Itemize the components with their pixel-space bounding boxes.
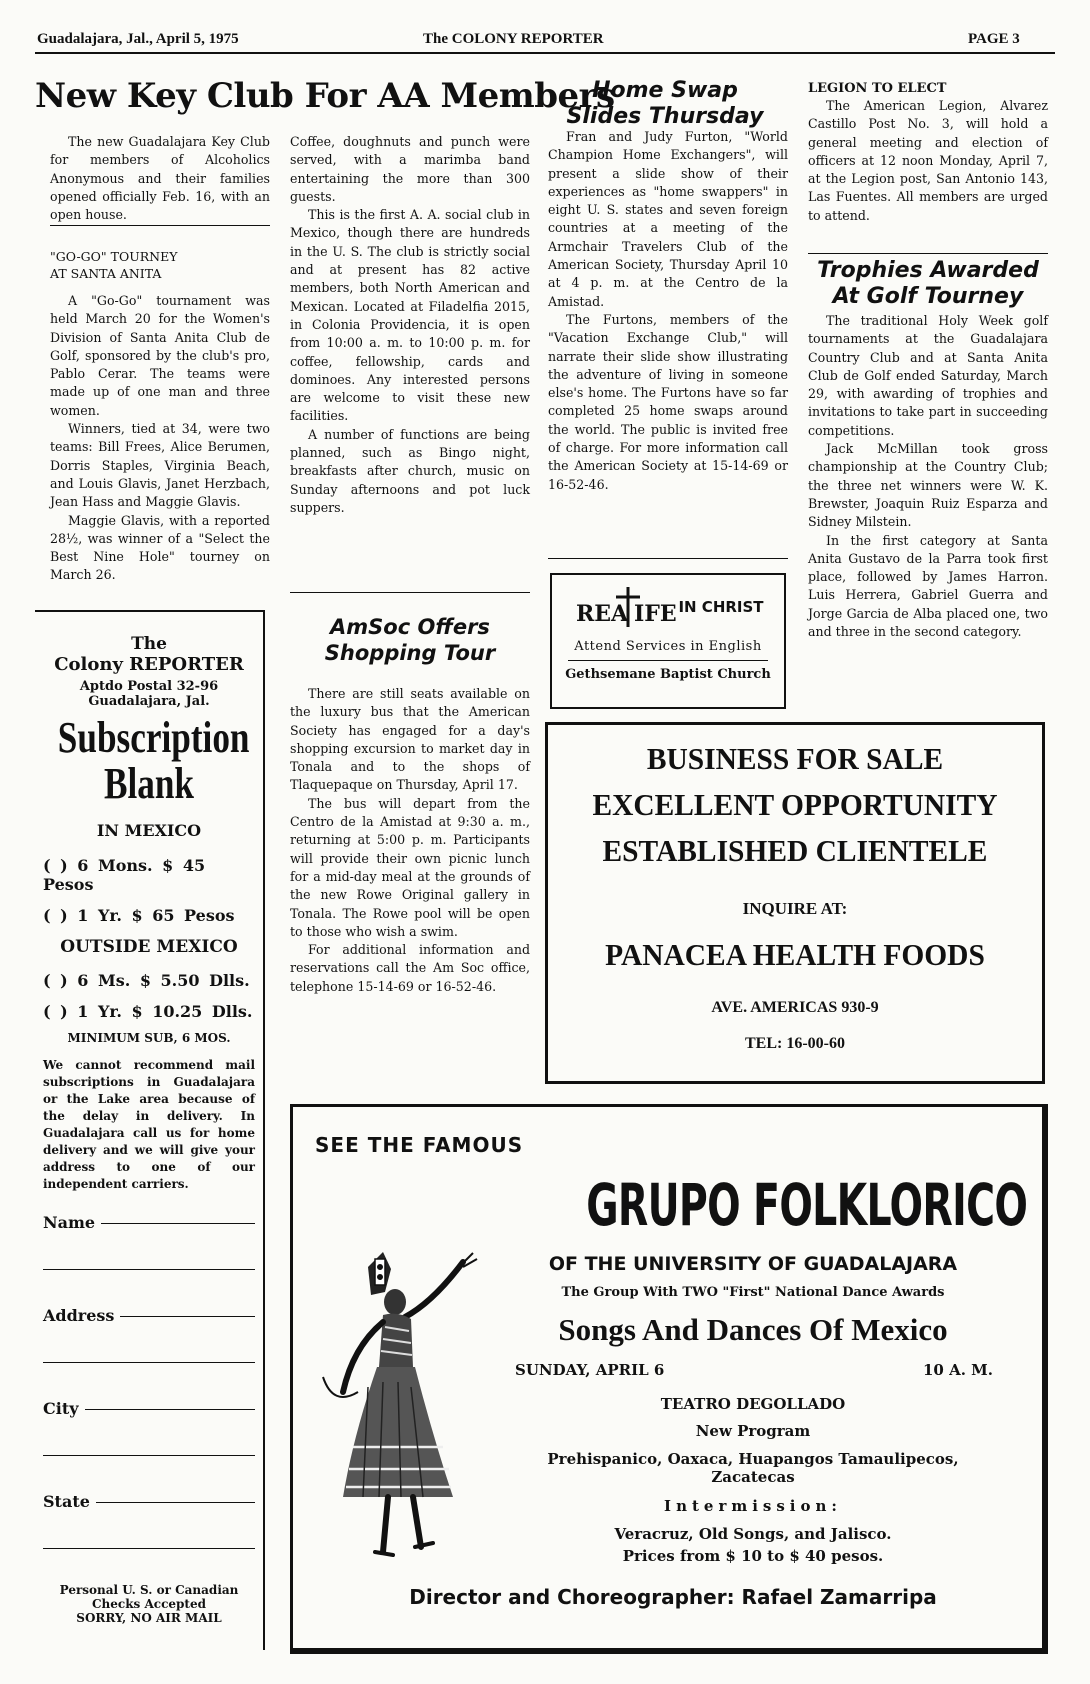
sub-footer1: Personal U. S. or Canadian [59, 1583, 239, 1597]
trophies-paragraph: The traditional Holy Week golf tournaments at the Guadalajara Country Club and at Santa Anita Club de Golf ended Saturday, March 29, with awarding of trophies and invitations to take part in succeeding competitions. [808, 313, 1048, 438]
name-label: Name [43, 1213, 96, 1232]
keyclub-paragraph: A number of functions are being planned, such as Bingo night, breakfasts after church, music on Sunday afternoons and pot luck suppers. [290, 426, 530, 515]
reallife-services: Attend Services in English [574, 639, 762, 654]
dateline: Guadalajara, Jal., April 5, 1975 [37, 31, 239, 47]
business-line2: EXCELLENT OPPORTUNITY [592, 787, 998, 822]
grupo-time: 10 A. M. [923, 1361, 994, 1379]
gogo-paragraph: Maggie Glavis, with a reported 28½, was winner of a "Select the Best Nine Hole" tourney on March 26. [50, 512, 270, 583]
sub-address-field[interactable] [43, 1306, 255, 1325]
sub-state-field[interactable] [43, 1492, 255, 1511]
trophies-title-line1: Trophies Awarded [817, 258, 1039, 283]
legion-title: LEGION TO ELECT [808, 81, 947, 96]
trophies-paragraph: Jack McMillan took gross championship at the Country Club; the three net winners were W. K. Brewster, Joaquin Ruiz Esparza and Sidney Milstein. [808, 441, 1048, 530]
sub-address1: Aptdo Postal 32-96 [79, 679, 219, 694]
address-label: Address [43, 1306, 115, 1325]
sub-paper: Colony REPORTER [54, 654, 244, 675]
business-name: PANACEA HEALTH FOODS [605, 937, 985, 972]
sub-footer3: SORRY, NO AIR MAIL [76, 1611, 222, 1625]
sub-minimum: MINIMUM SUB, 6 MOS. [67, 1031, 231, 1045]
sub-option-4[interactable]: ( ) 1 Yr. $ 10.25 Dlls. [43, 1002, 253, 1021]
grupo-list1: Prehispanico, Oaxaca, Huapangos Tamaulipecos, [547, 1450, 959, 1468]
grupo-date: SUNDAY, APRIL 6 [515, 1361, 665, 1379]
divider [50, 225, 270, 226]
homeswap-title-line2: Slides Thursday [566, 104, 764, 129]
svg-text:REA: REA [576, 601, 629, 627]
keyclub-col2 [290, 133, 530, 517]
gogo-title-line1: "GO-GO" TOURNEY [50, 249, 178, 264]
grupo-intermission: Intermission: [664, 1497, 842, 1515]
blank-line[interactable] [43, 1361, 255, 1363]
city-label: City [43, 1399, 79, 1418]
business-line3: ESTABLISHED CLIENTELE [602, 833, 988, 868]
reallife-christ: IN CHRIST [678, 598, 764, 616]
dancer-illustration-icon [313, 1247, 503, 1577]
trophies-title [805, 258, 1051, 310]
homeswap-title [545, 78, 785, 130]
keyclub-paragraph: This is the first A. A. social club in Mexico, though there are hundreds in the U. S. The club is strictly social and at present has 82 active members, both North American and Mexican. Located at Filadelfia 2015, in Colonia Providencia, it is open from 10:00 a. m. to 10:00 p. m. for coffee, fellowship, cards and dominoes. Any interested persons are welcome to visit these new facilities. [290, 207, 530, 424]
business-address: AVE. AMERICAS 930-9 [711, 999, 879, 1016]
svg-text:IFE: IFE [634, 601, 678, 627]
homeswap-paragraph: Fran and Judy Furton, "World Champion Home Exchangers", will present a slide show of their experiences as "home swappers" in eight U. S. states and seven foreign countries at a meeting of the Armchair Travelers Club of the American Society, Thursday April 10 at 4 p. m. at the Centro de la Amistad. [548, 129, 788, 309]
grupo-songs: Songs And Dances Of Mexico [558, 1312, 948, 1347]
blank-line[interactable] [43, 1268, 255, 1270]
reallife-logo-row [552, 585, 784, 629]
keyclub-paragraph: Coffee, doughnuts and punch were served, with a marimba band entertaining the more than 300 guests. [290, 134, 530, 204]
sub-city-field[interactable] [43, 1399, 255, 1418]
gogo-paragraph: Winners, tied at 34, were two teams: Bill Frees, Alice Berumen, Dorris Staples, Virginia Beach, and Louis Glavis, Janet Herzbach, Jean Hass and Maggie Glavis. [50, 421, 270, 510]
reallife-ad [550, 573, 786, 709]
trophies-paragraph: In the first category at Santa Anita Gustavo de la Parra took first place, followed by James Harron. Luis Herrera, Gabriel Guerra and Jorge Garcia de Alba placed one, two and three in the second category. [808, 532, 1048, 640]
keyclub-col1 [50, 133, 270, 224]
legion-paragraph: The American Legion, Alvarez Castillo Post No. 3, will hold a general meeting and election of officers at 12 noon Monday, April 7, at the Legion post, San Antonio 143, Las Fuentes. All members are urged to attend. [808, 98, 1048, 223]
trophies-title-line2: At Golf Tourney [832, 284, 1024, 309]
amsoc-paragraph: The bus will depart from the Centro de la Amistad at 9:30 a. m., returning at 5:00 p. m. Participants will provide their own picnic lunch for a mid-day meal at the grounds of the new Rowe Original gallery in Tonala. The Rowe pool will be open to those who wish a swim. [290, 795, 530, 939]
homeswap-paragraph: The Furtons, members of the "Vacation Exchange Club," will narrate their slide show illustrating the adventure of living in someone else's home. The Furtons have so far completed 25 home swaps around the world. The public is invited free of charge. For more information call the American Society at 15-14-69 or 16-52-46. [548, 311, 788, 492]
grupo-university: OF THE UNIVERSITY OF GUADALAJARA [548, 1253, 958, 1275]
grupo-awards: The Group With TWO "First" National Dance Awards [561, 1285, 945, 1300]
divider [548, 558, 788, 559]
state-label: State [43, 1492, 90, 1511]
sub-option-3[interactable]: ( ) 6 Ms. $ 5.50 Dlls. [43, 971, 250, 990]
reallife-church: Gethsemane Baptist Church [565, 667, 771, 682]
amsoc-paragraph: There are still seats available on the luxury bus that the American Society has engaged for a day's shopping excursion to market day in Tonala and to the shops of Tlaquepaque on Thursday, April 17. [290, 686, 530, 793]
grupo-see: SEE THE FAMOUS [315, 1133, 524, 1157]
gogo-title-line2: AT SANTA ANITA [50, 266, 162, 281]
blank-line[interactable] [43, 1547, 255, 1549]
subscription-blank [35, 610, 265, 1650]
keyclub-headline: New Key Club For AA Members [35, 76, 615, 116]
grupo-list2: Zacatecas [711, 1468, 795, 1486]
paper-name: The COLONY REPORTER [423, 31, 604, 47]
sub-the: The [131, 634, 167, 654]
business-ad [545, 722, 1045, 1084]
divider [568, 660, 768, 661]
sub-option-1[interactable]: ( ) 6 Mons. $ 45 Pesos [43, 856, 206, 894]
amsoc-paragraph: For additional information and reservations call the Am Soc office, telephone 15-14-69 or 16-52-46. [290, 942, 530, 994]
amsoc-title-line2: Shopping Tour [324, 641, 496, 665]
business-inquire: INQUIRE AT: [742, 899, 848, 918]
divider [808, 253, 1048, 254]
sub-outside: OUTSIDE MEXICO [60, 937, 238, 957]
legion-article [808, 97, 1048, 225]
business-line1: BUSINESS FOR SALE [646, 741, 944, 776]
sub-option-2[interactable]: ( ) 1 Yr. $ 65 Pesos [43, 906, 235, 925]
divider [290, 592, 530, 593]
gogo-article [50, 292, 270, 585]
sub-address2: Guadalajara, Jal. [88, 694, 210, 709]
blank-line[interactable] [43, 1454, 255, 1456]
sub-mexico: IN MEXICO [96, 821, 202, 840]
gogo-paragraph: A "Go-Go" tournament was held March 20 for the Women's Division of Santa Anita Club de Golf, sponsored by the club's pro, Pablo Cerar. The teams were made up of one man and three women. [50, 293, 270, 418]
business-tel: TEL: 16-00-60 [745, 1035, 845, 1052]
sub-name-field[interactable] [43, 1213, 255, 1232]
sub-title1: Subscription [57, 713, 250, 762]
grupo-program: New Program [695, 1422, 811, 1440]
amsoc-article [290, 685, 530, 996]
gogo-title [50, 248, 270, 282]
grupo-venue: TEATRO DEGOLLADO [660, 1395, 846, 1413]
trophies-article [808, 312, 1048, 641]
cross-logo-icon [572, 585, 678, 629]
homeswap-title-line1: Home Swap [592, 78, 738, 103]
grupo-list3: Veracruz, Old Songs, and Jalisco. [614, 1525, 892, 1543]
keyclub-intro-text: The new Guadalajara Key Club for members of Alcoholics Anonymous and their families opened officially Feb. 16, with an open house. [50, 134, 270, 223]
grupo-ad [290, 1104, 1048, 1654]
grupo-title: GRUPO FOLKLORICO [586, 1171, 1028, 1239]
grupo-director: Director and Choreographer: Rafael Zamarripa [409, 1585, 937, 1609]
header-rule [35, 52, 1055, 54]
page-number: PAGE 3 [968, 31, 1020, 47]
homeswap-article [548, 128, 788, 494]
sub-footer2: Checks Accepted [92, 1597, 206, 1611]
grupo-prices: Prices from $ 10 to $ 40 pesos. [622, 1547, 884, 1565]
sub-title2: Blank [103, 759, 194, 808]
sub-note: We cannot recommend mail subscriptions in Guadalajara or the Lake area because of the delay in delivery. In Guadalajara call us for home delivery and we will give your address to one of our independent carriers. [43, 1058, 255, 1191]
amsoc-title-line1: AmSoc Offers [330, 615, 490, 639]
amsoc-title [290, 614, 530, 666]
